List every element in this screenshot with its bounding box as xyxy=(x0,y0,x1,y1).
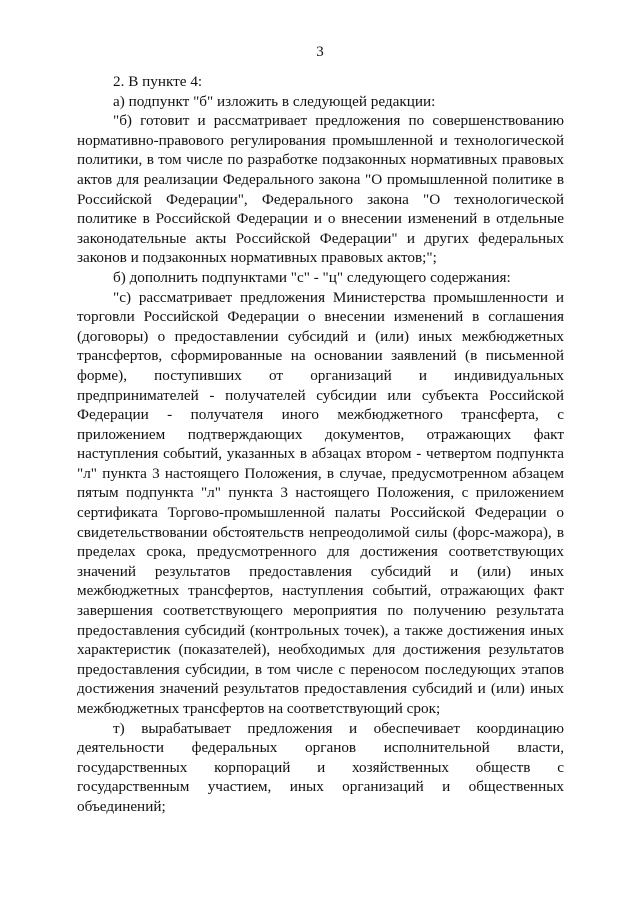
page-number: 3 xyxy=(316,44,324,60)
paragraph-subitem-a: а) подпункт "б" изложить в следующей редакции: xyxy=(113,92,436,110)
paragraph-subpoint-b-text: "б) готовит и рассматривает предложения по совершенствованию нормативно-правового регулирования промышленной и технологической политики, в том числе по разработке подзаконных нормативных правовых актов для реализации Федерального закона "О промышленной политике в Российской Федерации", Федерального закона "О технологической политике в Российской Федерации и о внесении изменений в отдельные законодательные акты Российской Федерации" и других федеральных законов и подзаконных нормативных правовых актов;"; xyxy=(77,112,564,267)
paragraph-subpoint-s: "с) рассматривает предложения Министерства промышленности и торговли Российской Федерации о внесении изменений в соглашения (договоры) о предоставлении субсидий и (или) иных межбюджетных трансфертов, сформированные на основании заявлений (в письменной форме), поступивших от организаций и индивидуальных предпринимателей - получателей субсидии или субъекта Российской Федерации - получателя иного межбюджетного трансферта, с приложением подтверждающих документов, отражающих факт наступления событий, указанных в абзацах втором - четвертом подпункта "л" пункта 3 настоящего Положения, в случае, предусмотренном абзацем пятым подпункта "л" пункта 3 настоящего Положения, с приложением сертификата Торгово-промышленной палаты Российской Федерации о свидетельствовании обстоятельств непреодолимой силы (форс-мажора), в пределах срока, предусмотренного для достижения соответствующих значений результатов предоставления субсидий и (или) иных межбюджетных трансфертов, наступления событий, отражающих факт завершения соответствующего мероприятия по получению результата предоставления субсидий (контрольных точек), а также достижения иных характеристик (показателей), необходимых для достижения результатов предоставления субсидии, в том числе с переносом последующих этапов достижения значений результатов предоставления субсидий и (или) иных межбюджетных трансфертов на соответствующий срок; xyxy=(77,288,564,717)
paragraph-subitem-b: б) дополнить подпунктами "с" - "ц" следующего содержания: xyxy=(113,268,511,286)
paragraph-item-2: 2. В пункте 4: xyxy=(113,73,203,90)
paragraph-subpoint-t: т) вырабатывает предложения и обеспечивает координацию деятельности федеральных органов исполнительной власти, государственных корпораций и хозяйственных обществ с государственным участием, иных организаций и общественных объединений; xyxy=(77,719,564,815)
document-body xyxy=(77,72,564,817)
